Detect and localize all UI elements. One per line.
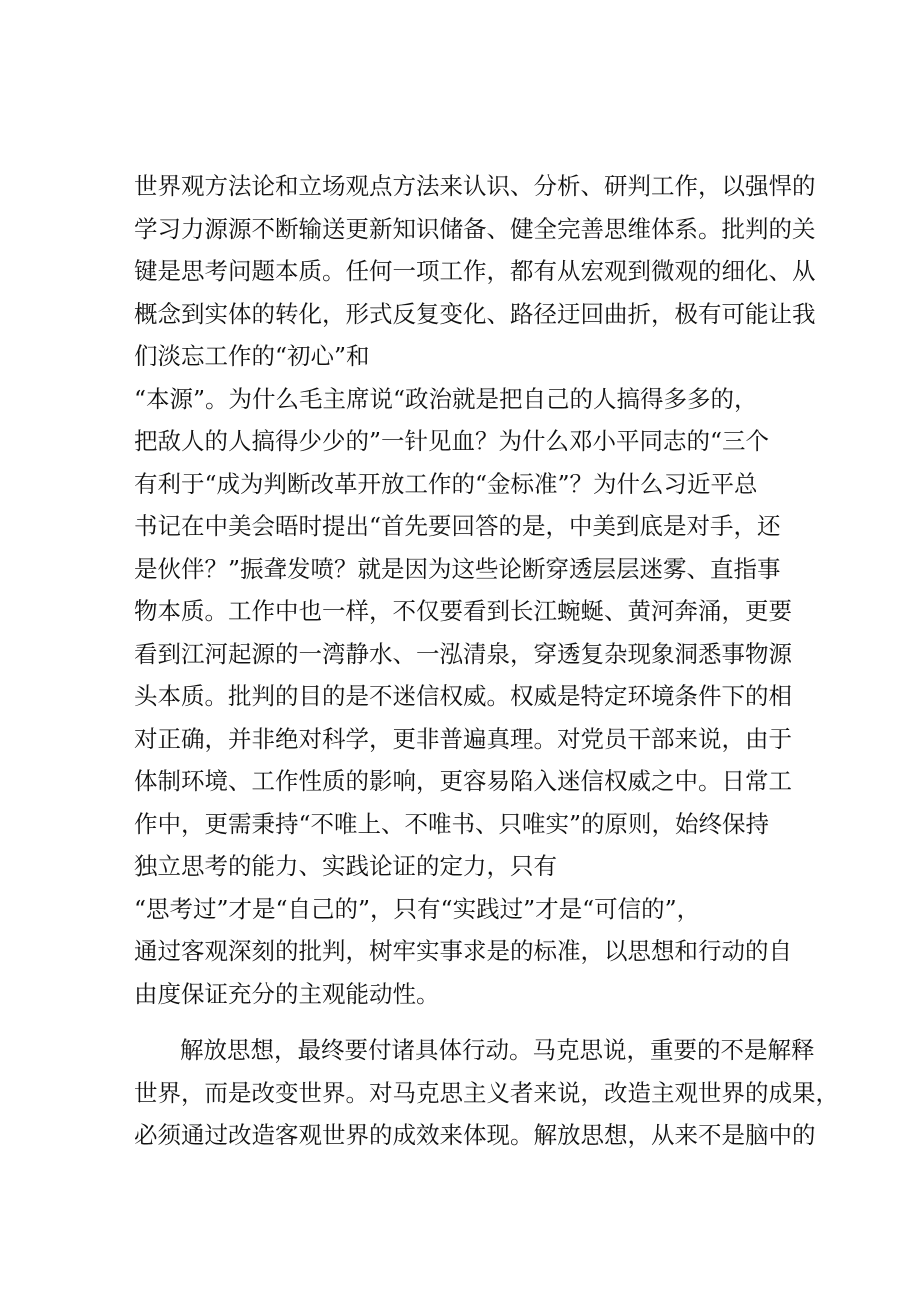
- text-line: 概念到实体的转化，形式反复变化、路径迂回曲折，极有可能让我: [134, 299, 816, 328]
- text-line: 独立思考的能力、实践论证的定力，只有: [134, 852, 557, 880]
- text-line: 们淡忘工作的“初心”和: [134, 342, 370, 370]
- text-line: 世界观方法论和立场观点方法来认识、分析、研判工作，以强悍的: [134, 172, 816, 200]
- text-line: 键是思考问题本质。任何一项工作，都有从宏观到微观的细化、从: [134, 257, 816, 285]
- text-line: 体制环境、工作性质的影响，更容易陷入迷信权威之中。日常工: [134, 767, 792, 795]
- paragraph-spacing: [134, 1015, 814, 1029]
- text-line: 书记在中美会晤时提出“首先要回答的是，中美到底是对手，还: [134, 512, 781, 540]
- paragraph-1: [134, 165, 814, 1015]
- text-line: 把敌人的人搞得少少的”一针见血？为什么邓小平同志的“三个: [134, 427, 770, 455]
- text-line: 通过客观深刻的批判，树牢实事求是的标准，以思想和行动的自: [134, 937, 792, 965]
- text-line: 由度保证充分的主观能动性。: [134, 979, 440, 1008]
- text-line: 是伙伴？”振聋发喷？就是因为这些论断穿透层层迷雾、直指事: [134, 554, 781, 583]
- body-text: [134, 165, 839, 1157]
- text-line: 有利于“成为判断改革开放工作的“金标准”？为什么习近平总: [134, 469, 758, 498]
- paragraph-2: [134, 1029, 839, 1157]
- text-line: 解放思想，最终要付诸具体行动。马克思说，重要的不是解释: [180, 1036, 815, 1064]
- text-line: “本源”。为什么毛主席说“政治就是把自己的人搞得多多的，: [134, 384, 758, 413]
- text-line: 对正确，并非绝对科学，更非普遍真理。对党员干部来说，由于: [134, 724, 792, 753]
- text-line: 看到江河起源的一湾静水、一泓清泉，穿透复杂现象洞悉事物源: [134, 639, 792, 668]
- text-line: 物本质。工作中也一样，不仅要看到长江蜿蜒、黄河奔涌，更要: [134, 597, 792, 625]
- text-line: 世界，而是改变世界。对马克思主义者来说，改造主观世界的成果，: [134, 1078, 839, 1107]
- text-line: 作中，更需秉持“不唯上、不唯书、只唯实”的原则，始终保持: [134, 809, 770, 838]
- text-line: “思考过”才是“自己的”，只有“实践过”才是“可信的”，: [134, 894, 701, 923]
- text-line: 必须通过改造客观世界的成效来体现。解放思想，从来不是脑中的: [134, 1121, 816, 1149]
- text-line: 头本质。批判的目的是不迷信权威。权威是特定环境条件下的相: [134, 682, 792, 710]
- text-line: 学习力源源不断输送更新知识储备、健全完善思维体系。批判的关: [134, 214, 816, 243]
